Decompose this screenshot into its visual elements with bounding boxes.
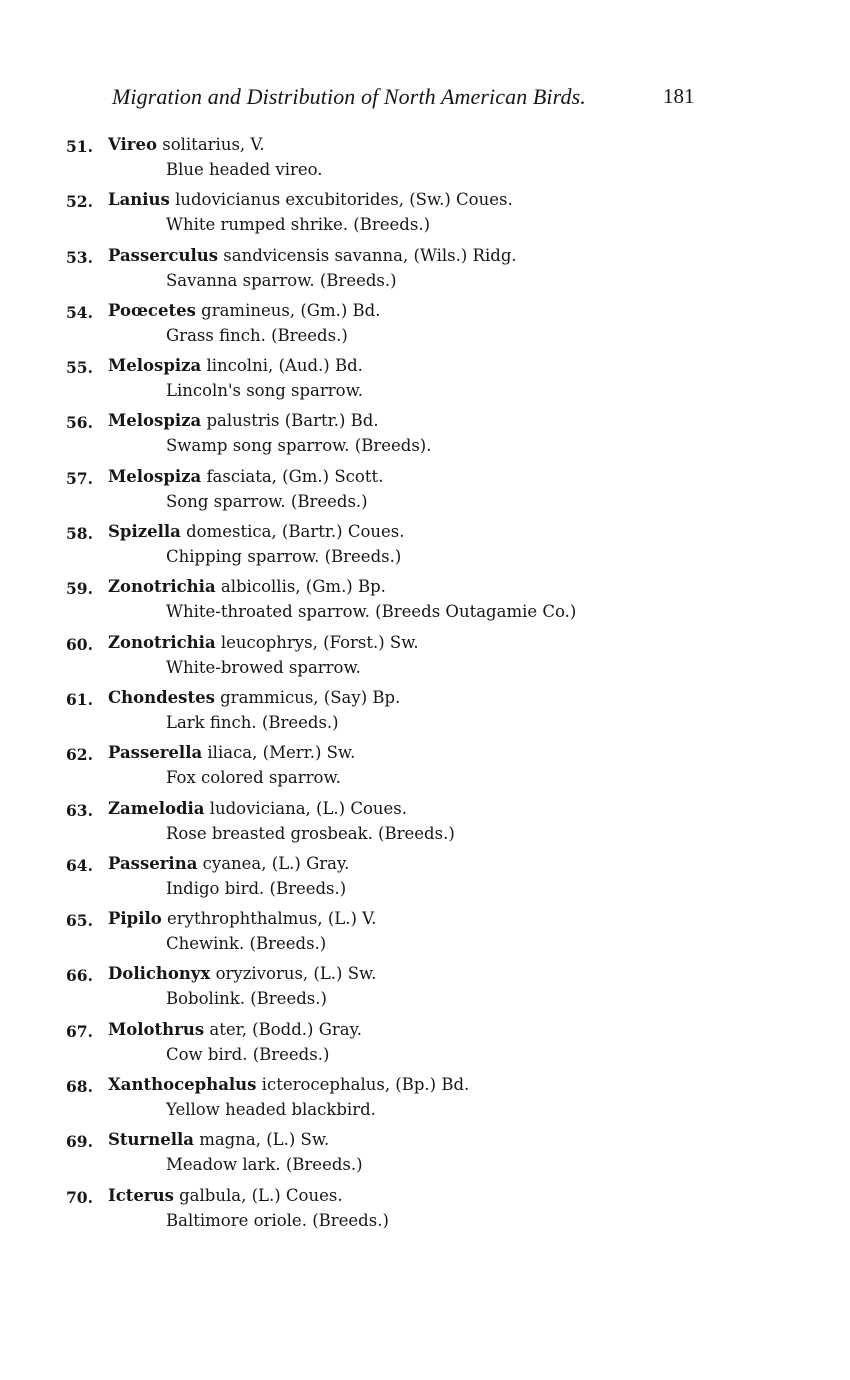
entry-number: 70.	[66, 1187, 93, 1207]
genus: Pipilo	[108, 909, 162, 929]
common-name: Indigo bird. (Breeds.)	[166, 878, 347, 898]
entry-number: 62.	[66, 745, 93, 765]
species-authority: albicollis, (Gm.) Bp.	[215, 577, 386, 597]
scientific-name	[108, 301, 380, 320]
genus: Melospiza	[108, 356, 202, 376]
species-authority: palustris (Bartr.) Bd.	[201, 411, 379, 431]
common-name: Savanna sparrow. (Breeds.)	[166, 270, 397, 290]
entry-number: 53.	[66, 247, 93, 267]
species-entry	[0, 1129, 850, 1184]
entry-number: 66.	[66, 966, 93, 986]
entry-number: 59.	[66, 579, 93, 599]
species-authority: erythrophthalmus, (L.) V.	[161, 909, 377, 929]
species-entry	[0, 245, 850, 300]
species-authority: ater, (Bodd.) Gray.	[204, 1019, 363, 1039]
entry-number: 58.	[66, 524, 93, 544]
scientific-name	[108, 246, 517, 265]
common-name: Swamp song sparrow. (Breeds).	[166, 436, 432, 456]
scientific-name	[108, 854, 349, 873]
species-entry	[0, 355, 850, 410]
common-name: Song sparrow. (Breeds.)	[166, 491, 368, 511]
entry-number: 55.	[66, 358, 93, 378]
scientific-name	[108, 1130, 329, 1149]
species-entry	[0, 576, 850, 631]
scientific-name	[108, 577, 386, 596]
scientific-name	[108, 799, 407, 818]
page-header	[112, 84, 712, 114]
entry-number: 54.	[66, 302, 93, 322]
species-entry	[0, 963, 850, 1018]
common-name: Grass finch. (Breeds.)	[166, 325, 348, 345]
common-name: Rose breasted grosbeak. (Breeds.)	[166, 823, 455, 843]
species-entry	[0, 687, 850, 742]
common-name: Lincoln's song sparrow.	[166, 381, 364, 401]
entry-number: 56.	[66, 413, 93, 433]
scientific-name	[108, 688, 400, 707]
running-title: Migration and Distribution of North American Birds.	[112, 84, 586, 109]
species-authority: cyanea, (L.) Gray.	[197, 853, 350, 873]
entry-number: 63.	[66, 800, 93, 820]
scientific-name	[108, 964, 376, 983]
entry-number: 65.	[66, 911, 93, 931]
species-authority: fasciata, (Gm.) Scott.	[201, 466, 384, 486]
genus: Zonotrichia	[108, 632, 216, 652]
genus: Zonotrichia	[108, 577, 216, 597]
species-authority: ludovicianus excubitorides, (Sw.) Coues.	[169, 190, 513, 210]
entry-number: 57.	[66, 468, 93, 488]
entry-number: 60.	[66, 634, 93, 654]
entry-number: 61.	[66, 689, 93, 709]
common-name: White rumped shrike. (Breeds.)	[166, 215, 430, 235]
genus: Passerina	[108, 853, 198, 873]
scientific-name	[108, 467, 383, 486]
scientific-name	[108, 356, 363, 375]
genus: Passerella	[108, 743, 203, 763]
species-entry	[0, 1074, 850, 1129]
genus: Chondestes	[108, 687, 215, 707]
common-name: Cow bird. (Breeds.)	[166, 1044, 330, 1064]
species-entry	[0, 134, 850, 189]
species-authority: gramineus, (Gm.) Bd.	[195, 300, 381, 320]
species-entry	[0, 908, 850, 963]
species-authority: domestica, (Bartr.) Coues.	[180, 522, 405, 542]
species-authority: ludoviciana, (L.) Coues.	[204, 798, 408, 818]
species-authority: sandvicensis savanna, (Wils.) Ridg.	[218, 245, 517, 265]
species-authority: solitarius, V.	[156, 135, 265, 154]
common-name: Yellow headed blackbird.	[166, 1100, 376, 1120]
species-entry	[0, 521, 850, 576]
species-entry	[0, 853, 850, 908]
genus: Spizella	[108, 522, 181, 542]
entry-number: 69.	[66, 1132, 93, 1152]
scientific-name	[108, 909, 376, 928]
genus: Lanius	[108, 190, 170, 210]
common-name: White-throated sparrow. (Breeds Outagamie Co.)	[166, 602, 577, 622]
genus: Icterus	[108, 1185, 174, 1205]
species-authority: oryzivorus, (L.) Sw.	[210, 964, 377, 984]
genus: Dolichonyx	[108, 964, 211, 984]
entry-number: 52.	[66, 192, 93, 212]
common-name: Bobolink. (Breeds.)	[166, 989, 327, 1009]
species-entry	[0, 798, 850, 853]
species-authority: grammicus, (Say) Bp.	[214, 687, 401, 707]
genus: Zamelodia	[108, 798, 205, 818]
page-number: 181	[663, 84, 695, 108]
genus: Passerculus	[108, 245, 219, 265]
scientific-name	[108, 522, 405, 541]
species-entry	[0, 466, 850, 521]
common-name: Blue headed vireo.	[166, 160, 323, 179]
common-name: Baltimore oriole. (Breeds.)	[166, 1210, 389, 1230]
scientific-name	[108, 1020, 362, 1039]
species-authority: magna, (L.) Sw.	[193, 1130, 330, 1150]
species-authority: leucophrys, (Forst.) Sw.	[215, 632, 419, 652]
genus: Sturnella	[108, 1130, 194, 1150]
scientific-name	[108, 1186, 343, 1205]
scientific-name	[108, 411, 379, 430]
scientific-name	[108, 633, 419, 652]
scientific-name	[108, 135, 265, 154]
species-authority: galbula, (L.) Coues.	[173, 1185, 343, 1205]
common-name: Meadow lark. (Breeds.)	[166, 1155, 363, 1175]
species-list	[0, 134, 850, 1240]
entry-number: 68.	[66, 1077, 93, 1097]
genus: Vireo	[108, 135, 157, 154]
species-entry	[0, 189, 850, 244]
common-name: Lark finch. (Breeds.)	[166, 712, 339, 732]
genus: Melospiza	[108, 466, 202, 486]
species-entry	[0, 632, 850, 687]
entry-number: 51.	[66, 137, 93, 156]
common-name: Fox colored sparrow.	[166, 768, 341, 788]
common-name: Chipping sparrow. (Breeds.)	[166, 547, 402, 567]
species-entry	[0, 1019, 850, 1074]
species-entry	[0, 1185, 850, 1240]
entry-number: 67.	[66, 1021, 93, 1041]
species-entry	[0, 300, 850, 355]
genus: Xanthocephalus	[108, 1075, 257, 1095]
species-authority: lincolni, (Aud.) Bd.	[201, 356, 363, 376]
species-authority: icterocephalus, (Bp.) Bd.	[256, 1075, 470, 1095]
species-authority: iliaca, (Merr.) Sw.	[202, 743, 356, 763]
genus: Molothrus	[108, 1019, 205, 1039]
common-name: White-browed sparrow.	[166, 657, 361, 677]
genus: Melospiza	[108, 411, 202, 431]
species-entry	[0, 410, 850, 465]
common-name: Chewink. (Breeds.)	[166, 934, 327, 954]
species-entry	[0, 742, 850, 797]
genus: Poœcetes	[108, 300, 196, 320]
scientific-name	[108, 190, 513, 209]
entry-number: 64.	[66, 855, 93, 875]
scientific-name	[108, 743, 355, 762]
scientific-name	[108, 1075, 469, 1094]
